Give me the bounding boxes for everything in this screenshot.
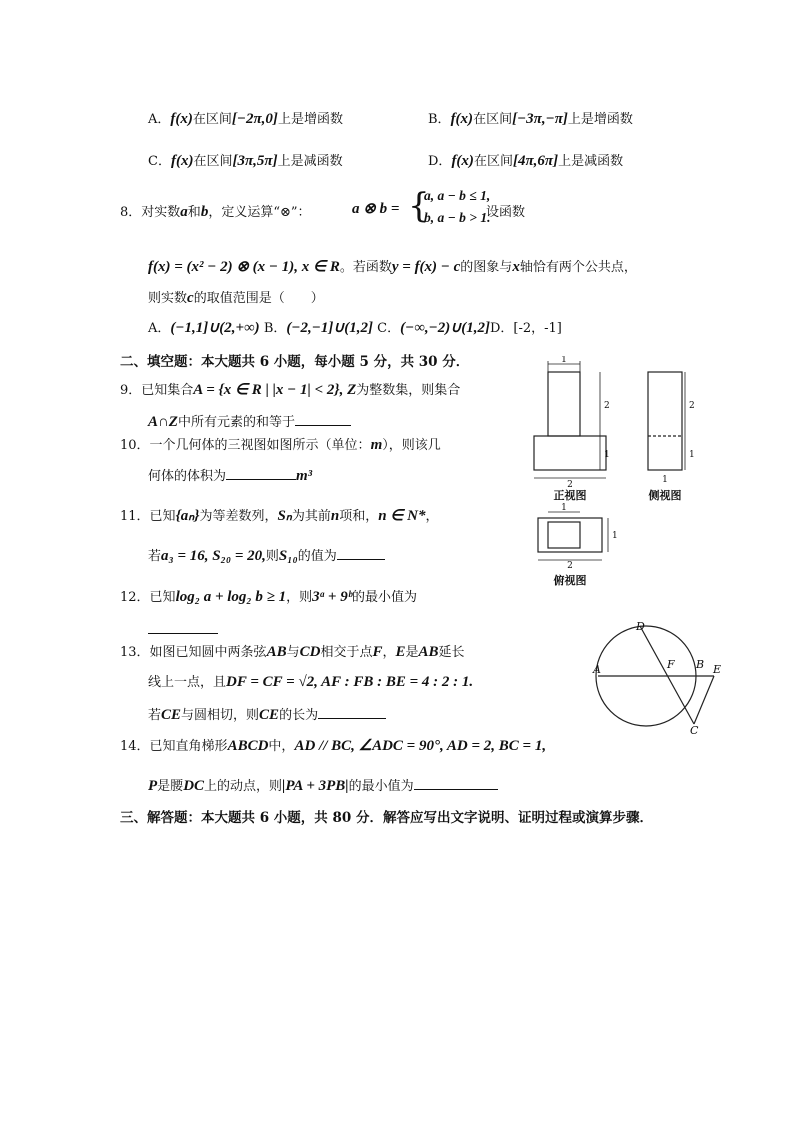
q13-line-2: 线上一点，且DF = CF = √2, AF : FB : BE = 4 : 2 : 1. <box>148 674 474 690</box>
label-f: F <box>667 658 675 671</box>
q11-line-1: 11．已知{aₙ}为等差数列，Sₙ为其前n项和，n ∈ N*， <box>120 508 439 524</box>
q14-line-1: 14．已知直角梯形ABCD中，AD // BC, ∠ADC = 90°, AD = 2, BC = 1, <box>120 738 547 754</box>
top-dim-top: 1 <box>561 503 567 513</box>
front-dim-upper-height: 2 <box>604 401 610 411</box>
label-b: B <box>696 658 705 671</box>
chord-cd <box>640 626 694 724</box>
section-2-title: 二、填空题：本大题共 6 小题，每小题 5 分，共 30 分． <box>120 354 470 370</box>
q12-answer-blank-line <box>148 620 218 638</box>
q9-answer-blank[interactable] <box>295 412 351 426</box>
front-view-label: 正视图 <box>553 489 587 502</box>
q11-answer-blank[interactable] <box>337 546 385 560</box>
side-view-label: 侧视图 <box>648 489 682 502</box>
q13-answer-blank[interactable] <box>318 705 386 719</box>
side-dim-bottom: 1 <box>662 475 668 485</box>
q9-line-1: 9．已知集合A = {x ∈ R | |x − 1| < 2}, Z为整数集，则集合 <box>120 382 461 398</box>
q11-line-2: 若a₃ = 16, S₂₀ = 20,则S₁₀的值为 <box>148 545 385 565</box>
label-d: D <box>636 620 645 633</box>
q8-brace: { <box>408 186 430 226</box>
front-view-upper-block <box>548 372 580 436</box>
q12-line-1: 12．已知log₂ a + log₂ b ≥ 1，则3ᵃ + 9ᵇ的最小值为 <box>120 589 418 605</box>
q8-stem: 8．对实数a和b，定义运算“⊗”： <box>120 204 311 220</box>
front-dim-lower-height: 1 <box>604 450 610 460</box>
top-view-label: 俯视图 <box>553 574 587 587</box>
q7-option-b: B．f(x)在区间[−3π,−π]上是增函数 <box>428 111 633 127</box>
top-view-inner <box>548 522 580 548</box>
tangent-ce <box>694 676 714 724</box>
q8-function-line: f(x) = (x² − 2) ⊗ (x − 1), x ∈ R。若函数y = f(x) − c的图象与x轴恰有两个公共点， <box>148 259 637 275</box>
q8-set-func: 设函数 <box>486 205 526 220</box>
q12-answer-blank[interactable] <box>148 620 218 634</box>
front-dim-top: 1 <box>561 356 567 365</box>
side-dim-lower: 1 <box>689 450 695 460</box>
q7-option-d: D．f(x)在区间[4π,6π]上是减函数 <box>428 153 624 169</box>
label-e: E <box>713 663 722 676</box>
q13-line-1: 13．如图已知圆中两条弦AB与CD相交于点F，E是AB延长 <box>120 644 465 660</box>
q14-answer-blank[interactable] <box>414 776 498 790</box>
q14-line-2: P是腰DC上的动点，则|PA + 3PB|的最小值为 <box>148 775 498 795</box>
side-view-block <box>648 372 682 470</box>
front-view-lower-block <box>534 436 606 470</box>
q7-option-a: A．f(x)在区间[−2π,0]上是增函数 <box>148 111 343 127</box>
q10-line-2: 何体的体积为 m³ <box>148 468 313 484</box>
three-view-figure <box>528 356 714 590</box>
q8-question-line: 则实数c的取值范围是（ ） <box>148 290 324 306</box>
q8-def-lhs: a ⊗ b = <box>352 201 400 217</box>
top-dim-right: 1 <box>612 531 618 541</box>
label-c: C <box>690 724 699 734</box>
q10-line-1: 10．一个几何体的三视图如图所示（单位：m），则该几 <box>120 437 441 453</box>
side-dim-upper: 2 <box>689 401 695 411</box>
section-3-title: 三、解答题：本大题共 6 小题，共 80 分．解答应写出文字说明、证明过程或演算步骤． <box>120 810 653 826</box>
top-dim-bottom: 2 <box>567 561 573 571</box>
q9-line-2: A∩Z中所有元素的和等于 <box>148 411 351 431</box>
q13-line-3: 若CE与圆相切，则CE的长为 <box>148 704 386 724</box>
label-a: A <box>593 663 601 676</box>
q8-case-1: a, a − b ≤ 1, <box>424 188 491 203</box>
q8-case-2: b, a − b > 1. <box>424 210 491 225</box>
q10-answer-blank[interactable] <box>226 466 296 480</box>
q7-option-c: C．f(x)在区间[3π,5π]上是减函数 <box>148 153 343 169</box>
front-dim-bottom: 2 <box>567 480 573 490</box>
q8-options: A．(−1,1]∪(2,+∞) B．(−2,−1]∪(1,2] C．(−∞,−2)∪(1,2]D．[-2，-1] <box>148 320 562 336</box>
circle-chord-figure <box>592 618 732 734</box>
